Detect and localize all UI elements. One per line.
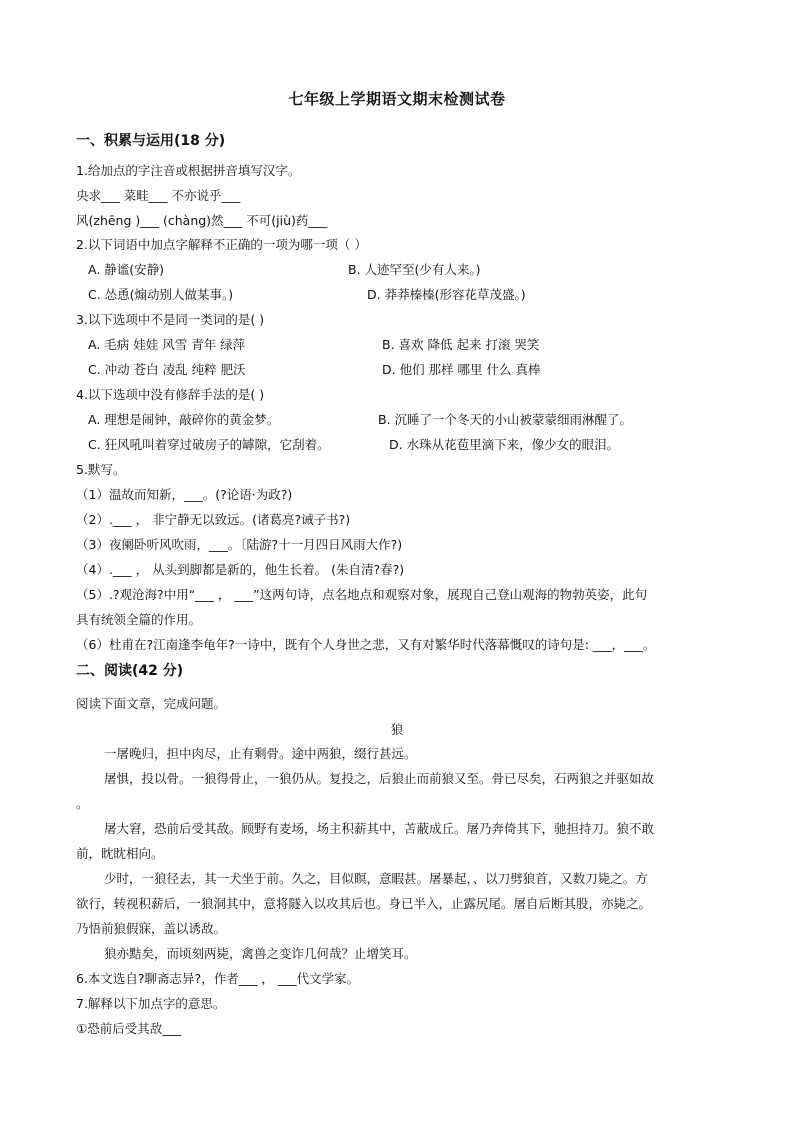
q4-option-a: A. 理想是闹钟，敲碎你的黄金梦。 bbox=[88, 412, 280, 427]
section-1-heading: 一、积累与运用(18 分) bbox=[76, 133, 226, 149]
page-title: 七年级上学期语文期末检测试卷 bbox=[288, 90, 506, 108]
q5-stem: 5.默写。 bbox=[76, 462, 126, 477]
passage-paragraph-cont: 欲行，转视积薪后，一狼洞其中，意将隧入以攻其后也。身已半入，止露尻尾。屠自后断其股，亦毙之。 bbox=[76, 896, 652, 911]
q5-item-1: （1）温故而知新，___。(?论语·为政?) bbox=[76, 487, 293, 502]
q2-option-b: B. 人迹罕至(少有人来。) bbox=[348, 262, 481, 277]
q5-item-3: （3）夜阑卧听风吹雨，___。〔陆游?十一月四日风雨大作?) bbox=[76, 537, 403, 552]
passage-title: 狼 bbox=[390, 722, 404, 737]
passage-paragraph-cont: 。 bbox=[76, 796, 89, 811]
passage-paragraph: 一屠晚归，担中肉尽，止有剩骨。途中两狼，缀行甚远。 bbox=[104, 746, 417, 761]
passage-paragraph: 屠大窘，恐前后受其敌。顾野有麦场，场主积薪其中，苫蔽成丘。屠乃奔倚其下，驰担持刀。狼不敢 bbox=[104, 821, 655, 836]
q6-stem: 6.本文选自?聊斋志异?，作者___ ， ___代文学家。 bbox=[76, 971, 360, 986]
q5-item-6: （6）杜甫在?江南逢李龟年?一诗中，既有个人身世之悲，又有对繁华时代落幕慨叹的诗句是: ___，___。 bbox=[76, 637, 656, 652]
passage-paragraph-cont: 前，眈眈相向。 bbox=[76, 846, 164, 861]
q4-option-c: C. 狂风吼叫着穿过破房子的罅隙，它刮着。 bbox=[88, 437, 330, 452]
q2-option-c: C. 怂恿(煽动别人做某事。) bbox=[88, 287, 234, 302]
q2-stem: 2.以下词语中加点字解释不正确的一项为哪一项（ ） bbox=[76, 237, 367, 252]
passage-paragraph: 屠惧，投以骨。一狼得骨止，一狼仍从。复投之，后狼止而前狼又至。骨已尽矣，石两狼之并驱如故 bbox=[104, 771, 655, 786]
q7-item-1: ①恐前后受其敌___ bbox=[76, 1021, 181, 1036]
q1-stem: 1.给加点的字注音或根据拼音填写汉字。 bbox=[76, 163, 301, 178]
passage-paragraph-cont: 乃悟前狼假寐，盖以诱敌。 bbox=[76, 921, 227, 936]
q4-option-d: D. 水珠从花苞里滴下来，像少女的眼泪。 bbox=[389, 437, 620, 452]
section-2-heading: 二、阅读(42 分) bbox=[76, 663, 184, 679]
q5-item-5: （5）.?观沧海?中用“___ ， ___”这两句诗，点名地点和观察对象，展现自己登山观海的物勃英姿，此句 bbox=[76, 587, 648, 602]
passage-paragraph: 少时，一狼径去，其一犬坐于前。久之，目似瞑，意暇甚。屠暴起，、以刀劈狼首，又数刀毙之。方 bbox=[104, 871, 648, 886]
q3-option-a: A. 毛病 娃娃 风雪 青年 绿萍 bbox=[88, 337, 246, 352]
q5-item-2: （2）.___ ， 非宁静无以致远。(诸葛亮?诫子书?) bbox=[76, 512, 351, 527]
q3-option-c: C. 冲动 苍白 凌乱 纯粹 肥沃 bbox=[88, 362, 246, 377]
q3-option-d: D. 他们 那样 哪里 什么 真棒 bbox=[382, 362, 541, 377]
q4-option-b: B. 沉睡了一个冬天的小山被蒙蒙细雨淋醒了。 bbox=[378, 412, 633, 427]
q2-option-a: A. 静谧(安静) bbox=[88, 262, 165, 277]
q3-option-b: B. 喜欢 降低 起来 打滚 哭笑 bbox=[382, 337, 540, 352]
q5-item-4: （4）.___ ， 从头到脚都是新的，他生长着。 (朱自清?春?) bbox=[76, 562, 405, 577]
passage-paragraph: 狼亦黠矣，而顷刻两毙，禽兽之变诈几何哉？止增笑耳。 bbox=[104, 946, 417, 961]
q4-stem: 4.以下选项中没有修辞手法的是( ) bbox=[76, 387, 265, 402]
q2-option-d: D. 莽莽榛榛(形容花草茂盛。) bbox=[367, 287, 526, 302]
q7-stem: 7.解释以下加点字的意思。 bbox=[76, 996, 226, 1011]
q3-stem: 3.以下选项中不是同一类词的是( ) bbox=[76, 312, 265, 327]
reading-intro: 阅读下面文章，完成问题。 bbox=[76, 696, 227, 711]
q1-line1: 央求___ 菜畦___ 不亦说乎___ bbox=[76, 188, 241, 203]
q1-line2: 风(zhēng )___ (chàng)然___ 不可(jiù)药___ bbox=[76, 213, 328, 228]
q5-item-5-cont: 具有统领全篇的作用。 bbox=[76, 612, 202, 627]
